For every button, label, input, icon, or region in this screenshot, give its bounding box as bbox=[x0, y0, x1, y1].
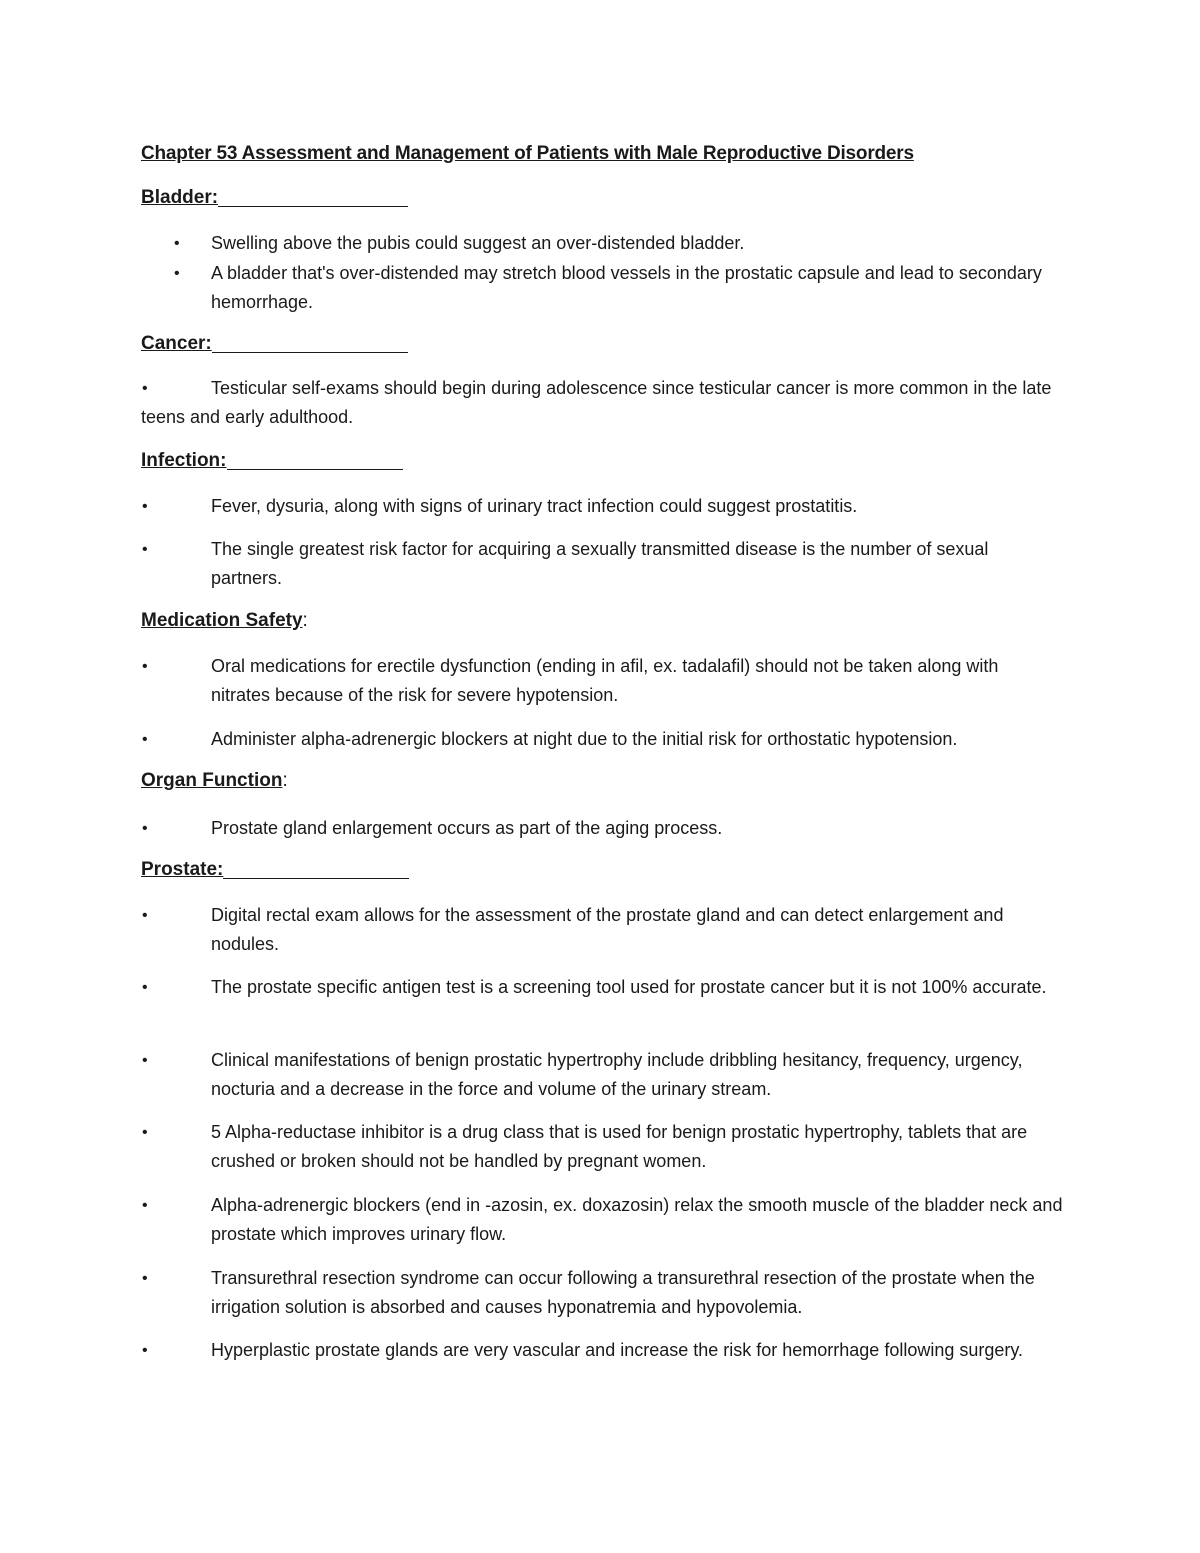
heading-organ-function-label: Organ Function bbox=[141, 770, 283, 791]
list-item: Oral medications for erectile dysfunction (ending in afil, ex. tadalafil) should not be taken along with nitrates because of the risk for severe hypotension. bbox=[211, 656, 999, 705]
heading-underline bbox=[218, 205, 408, 207]
list-item: Fever, dysuria, along with signs of urinary tract infection could suggest prostatitis. bbox=[211, 496, 858, 516]
bullet-icon: • bbox=[142, 1197, 148, 1214]
bullet-icon: • bbox=[142, 1052, 148, 1069]
list-item: Administer alpha-adrenergic blockers at night due to the initial risk for orthostatic hypotension. bbox=[211, 729, 958, 749]
bullet-icon: • bbox=[142, 731, 148, 748]
bullet-icon: • bbox=[142, 979, 148, 996]
heading-underline bbox=[223, 877, 409, 879]
list-item: Swelling above the pubis could suggest an over-distended bladder. bbox=[211, 233, 745, 253]
heading-bladder-label: Bladder: bbox=[141, 187, 219, 208]
heading-bladder bbox=[141, 187, 408, 209]
bullet-icon: • bbox=[142, 658, 148, 675]
heading-infection bbox=[141, 450, 403, 472]
list-item: Prostate gland enlargement occurs as part of the aging process. bbox=[211, 818, 723, 838]
heading-organ-function bbox=[141, 770, 288, 792]
bullet-icon: • bbox=[142, 1270, 148, 1287]
bullet-icon: • bbox=[142, 498, 148, 515]
heading-medication-safety bbox=[141, 610, 308, 632]
list-item: A bladder that's over-distended may stretch blood vessels in the prostatic capsule and lead to secondary hemorrhage. bbox=[211, 263, 1042, 312]
bullet-icon: • bbox=[142, 1342, 148, 1359]
list-item: Alpha-adrenergic blockers (end in -azosin, ex. doxazosin) relax the smooth muscle of the bladder neck and prostate which improves urinary flow. bbox=[211, 1195, 1063, 1244]
bullet-icon: • bbox=[142, 907, 148, 924]
heading-prostate bbox=[141, 859, 409, 881]
list-item: The single greatest risk factor for acquiring a sexually transmitted disease is the number of sexual partners. bbox=[211, 539, 989, 588]
list-item: Testicular self-exams should begin during adolescence since testicular cancer is more common in the late teens and early adulthood. bbox=[141, 378, 1052, 427]
list-item: 5 Alpha-reductase inhibitor is a drug class that is used for benign prostatic hypertrophy, tablets that are crushed or broken should not be handled by pregnant women. bbox=[211, 1122, 1028, 1171]
document-title: Chapter 53 Assessment and Management of Patients with Male Reproductive Disorders bbox=[141, 143, 914, 164]
list-item: Hyperplastic prostate glands are very vascular and increase the risk for hemorrhage following surgery. bbox=[211, 1340, 1024, 1360]
list-item: Clinical manifestations of benign prostatic hypertrophy include dribbling hesitancy, frequency, urgency, nocturia and a decrease in the force and volume of the urinary stream. bbox=[211, 1050, 1023, 1099]
heading-cancer bbox=[141, 333, 408, 355]
bullet-icon: • bbox=[142, 541, 148, 558]
list-item: Transurethral resection syndrome can occur following a transurethral resection of the prostate when the irrigation solution is absorbed and causes hyponatremia and hypovolemia. bbox=[211, 1268, 1035, 1317]
list-item: The prostate specific antigen test is a screening tool used for prostate cancer but it is not 100% accurate. bbox=[211, 977, 1047, 997]
bullet-icon: • bbox=[142, 380, 148, 397]
heading-underline bbox=[227, 468, 403, 470]
list-item: Digital rectal exam allows for the assessment of the prostate gland and can detect enlargement and nodules. bbox=[211, 905, 1004, 954]
heading-medication-safety-label: Medication Safety bbox=[141, 610, 303, 631]
bullet-icon: • bbox=[174, 235, 180, 252]
bullet-icon: • bbox=[142, 820, 148, 837]
heading-infection-label: Infection: bbox=[141, 450, 227, 471]
heading-colon: : bbox=[282, 770, 288, 791]
bullet-icon: • bbox=[174, 265, 180, 282]
bullet-icon: • bbox=[142, 1124, 148, 1141]
heading-underline bbox=[212, 351, 408, 353]
heading-colon: : bbox=[302, 610, 308, 631]
heading-prostate-label: Prostate: bbox=[141, 859, 224, 880]
heading-cancer-label: Cancer: bbox=[141, 333, 212, 354]
